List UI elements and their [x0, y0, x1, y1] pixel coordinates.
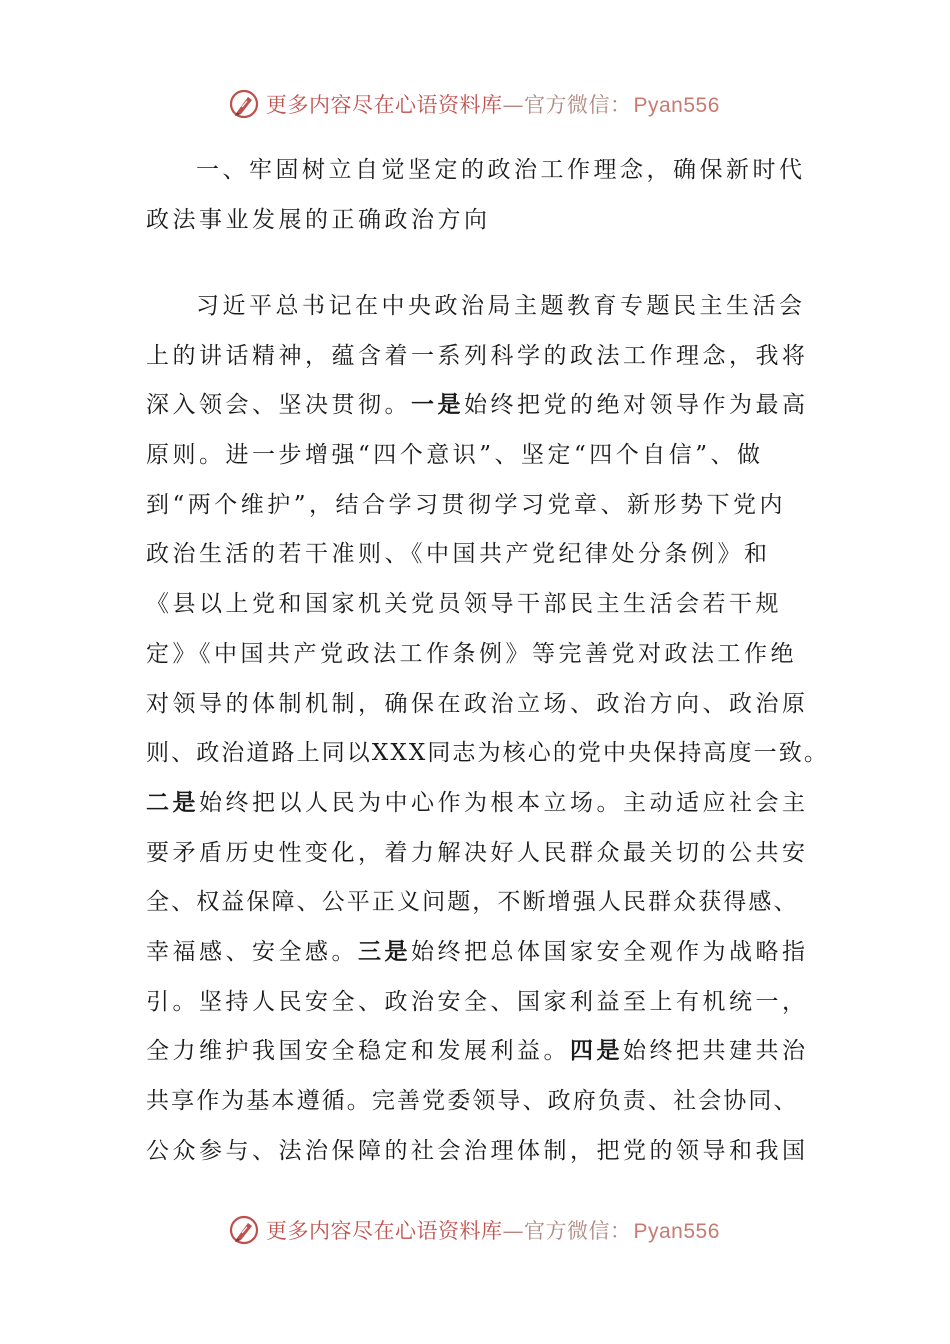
paragraph-line-11: [146, 785, 809, 821]
watermark-text: [266, 1215, 720, 1245]
section-heading-line-2: 政法事业发展的正确政治方向: [146, 207, 491, 233]
paragraph-line-7: 《县以上党和国家机关党员领导干部民主生活会若干规: [146, 591, 782, 617]
paragraph-line-17: 共享作为基本遵循。完善党委领导、政府负责、社会协同、: [146, 1088, 799, 1114]
paragraph-line-4: 原则。进一步增强“四个意识”、坚定“四个自信”、做: [146, 442, 764, 468]
paragraph-line-10: 则、政治道路上同以XXX同志为核心的党中央保持高度一致。: [146, 740, 829, 766]
footer-watermark: [228, 1210, 720, 1250]
paragraph-line-1: 习近平总书记在中央政治局主题教育专题民主生活会: [196, 293, 806, 319]
bold-marker-first: 一是: [411, 392, 464, 418]
paragraph-line-6: 政治生活的若干准则、《中国共产党纪律处分条例》和: [146, 541, 771, 567]
paragraph-line-9: 对领导的体制机制，确保在政治立场、政治方向、政治原: [146, 691, 809, 717]
paragraph-line-8: 定》《中国共产党政法工作条例》等完善党对政法工作绝: [146, 641, 797, 667]
bold-marker-second: 二是: [146, 790, 199, 816]
watermark-account: Pyan556: [633, 1220, 720, 1243]
text-run: 幸福感、安全感。: [146, 939, 358, 965]
paragraph-line-18: 公众参与、法治保障的社会治理体制，把党的领导和我国: [146, 1138, 809, 1164]
watermark-brand: 更多内容尽在心语资料库: [266, 93, 503, 117]
watermark-brand: 更多内容尽在心语资料库: [266, 1219, 503, 1243]
paragraph-line-3: [146, 387, 809, 423]
watermark-dash: —: [502, 1219, 524, 1243]
text-run: 始终把共建共治: [623, 1038, 809, 1064]
text-run: 始终把党的绝对领导作为最高: [464, 392, 809, 418]
bold-marker-third: 三是: [358, 939, 411, 965]
paragraph-line-12: 要矛盾历史性变化，着力解决好人民群众最关切的公共安: [146, 840, 809, 866]
watermark-official: 官方微信：: [524, 1219, 632, 1243]
bold-marker-fourth: 四是: [570, 1038, 623, 1064]
paragraph-line-15: 引。坚持人民安全、政治安全、国家利益至上有机统一，: [146, 989, 809, 1015]
paragraph-line-13: 全、权益保障、公平正义问题，不断增强人民群众获得感、: [146, 889, 799, 915]
paragraph-line-14: [146, 934, 809, 970]
text-run: 始终把总体国家安全观作为战略指: [411, 939, 809, 965]
text-run: 深入领会、坚决贯彻。: [146, 392, 411, 418]
watermark-account: Pyan556: [633, 94, 720, 117]
section-heading-line-1: 一、牢固树立自觉坚定的政治工作理念，确保新时代: [196, 157, 806, 183]
pen-nib-logo-icon: [228, 1214, 260, 1246]
watermark-dash: —: [502, 93, 524, 117]
paragraph-line-2: 上的讲话精神，蕴含着一系列科学的政法工作理念，我将: [146, 343, 809, 369]
watermark-official: 官方微信：: [524, 93, 632, 117]
paragraph-line-5: 到“两个维护”，结合学习贯彻学习党章、新形势下党内: [146, 492, 787, 518]
text-run: 全力维护我国安全稳定和发展利益。: [146, 1038, 570, 1064]
paragraph-line-16: [146, 1033, 809, 1069]
text-run: 始终把以人民为中心作为根本立场。主动适应社会主: [199, 790, 809, 816]
